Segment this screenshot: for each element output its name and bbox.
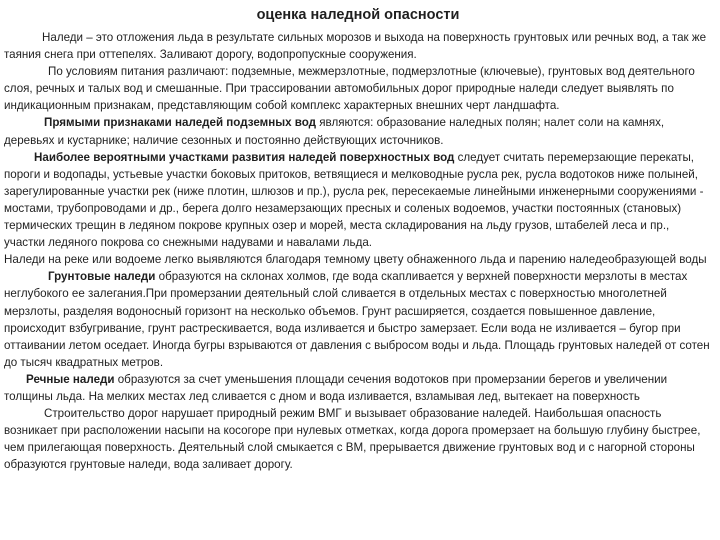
paragraph-text: Наледи – это отложения льда в результате сильных морозов и выхода на поверхность грунтовых или речных вод, а так же таяния снега при оттепелях. Заливают дорогу, водопропускные сооружения. xyxy=(4,31,707,62)
paragraph-river-ice xyxy=(4,371,712,405)
page-title: оценка наледной опасности xyxy=(256,7,460,23)
paragraph-text: Наледи на реке или водоеме легко выявляются благодаря темному цвету обнаженного льда и парению наледеобразующей воды xyxy=(4,253,707,267)
paragraph-text: образуются за счет уменьшения площади сечения водотоков при промерзании берегов и увеличении толщины льда. На мелких местах лед сливается с дном и вода изливается, взламывая лед, вытекает на поверхность xyxy=(4,372,668,403)
paragraph-lead: Грунтовые наледи xyxy=(48,270,156,284)
paragraph-road-construction xyxy=(4,405,712,473)
paragraph-lead: Речные наледи xyxy=(26,372,115,386)
paragraph-river-ice-detection xyxy=(4,251,712,268)
paragraph-lead: Прямыми признаками наледей подземных вод xyxy=(44,116,317,130)
paragraph-definition xyxy=(4,29,712,63)
paragraph-direct-signs xyxy=(4,114,712,148)
paragraph-text: образуются на склонах холмов, где вода скапливается у верхней поверхности мерзлоты в местах неглубокого ее залегания.При промерзании деятельный слой сливается в отдельных местах с поверхностью многолетней мерзлоты, разделяя водоносный горизонт на несколько объемов. Грунт расширяется, создается повышенное давление, происходит взбугривание, грунт растрескивается, вода изливается и быстро замерзает. Если вода не изливается – бугор при оттаивании летом оседает. Иногда бугры взрываются от давления с выбросом воды и льда. Площадь грунтовых наледей от сотен до тысяч квадратных метров. xyxy=(4,270,710,369)
paragraph-lead: Наиболее вероятными участками развития наледей поверхностных вод xyxy=(34,150,455,164)
paragraph-text: следует считать перемерзающие перекаты, пороги и водопады, устьевые участки боковых притоков, ветвящиеся и мелководные русла рек, русла водотоков ниже полыней, зарегулированные участки рек (ниже плотин, шлюзов и пр.), русла рек, пересекаемые линейными инженерными сооружениями - мостами, трубопроводами и др., берега долго незамерзающих пресных и соленых водоемов, участки постоянных (становых) термических трещин в ледяном покрове крупных озер и морей, места складирования на льду грузов, штабелей леса и пр., участки ледяного покрова со снежными надувами и навалами льда. xyxy=(4,150,704,250)
paragraph-text: Строительство дорог нарушает природный режим ВМГ и вызывает образование наледей. Наибольшая опасность возникает при расположении насыпи на косогоре при нулевых отметках, когда дорога промерзает на большую глубину быстрее, чем прилегающая поверхность. Деятельный слой смыкается с ВМ, прерывается движение грунтовых вод и с нагорной стороны образуются грунтовые наледи, вода заливает дорогу. xyxy=(4,407,701,472)
paragraph-surface-water-sites xyxy=(4,149,712,252)
paragraph-text: По условиям питания различают: подземные, межмерзлотные, подмерзлотные (ключевые), грунтовых вод деятельного слоя, речных и талых вод и смешанные. При трассировании автомобильных дорог природные наледи следует выявлять по индикационным признакам, представляющим собой комплекс характерных внешних черт ландшафта. xyxy=(4,65,695,113)
paragraph-text: являются: образование наледных полян; налет соли на камнях, деревьях и кустарнике; наличие сезонных и постоянно действующих источников. xyxy=(4,116,665,147)
paragraph-classification xyxy=(4,63,712,114)
paragraph-ground-ice xyxy=(4,268,712,371)
